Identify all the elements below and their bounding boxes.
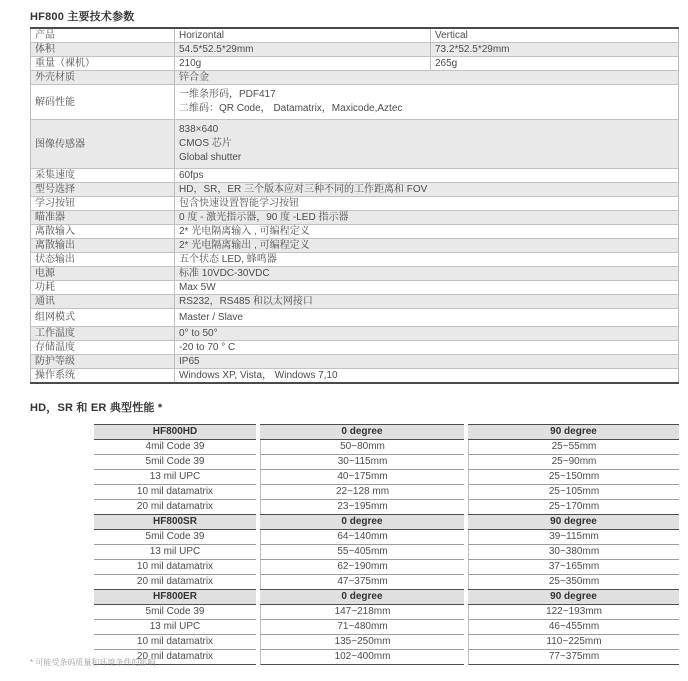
footnote: * 可能受条码质量和环境条件的影响 xyxy=(30,658,156,667)
perf-0deg-cell: 64~140mm xyxy=(260,530,464,545)
perf-90deg-cell: 25~90mm xyxy=(468,455,679,470)
perf-90deg-header: 90 degree xyxy=(468,589,679,605)
perf-0deg-cell: 23~195mm xyxy=(260,500,464,514)
perf-row xyxy=(94,470,679,485)
spec-value: 0° to 50° xyxy=(175,327,679,341)
perf-row xyxy=(94,575,679,589)
perf-0deg-cell: 22~128 mm xyxy=(260,485,464,500)
spec-value-horizontal: Horizontal xyxy=(175,28,431,43)
perf-section-header-row xyxy=(94,589,679,605)
spec-row xyxy=(31,183,679,197)
perf-row xyxy=(94,635,679,650)
spec-row xyxy=(31,28,679,43)
spec-label: 采集速度 xyxy=(31,169,175,183)
perf-code-cell: 13 mil UPC xyxy=(94,545,256,560)
spec-label: 操作系统 xyxy=(31,369,175,384)
spec-row xyxy=(31,57,679,71)
perf-0deg-cell: 40~175mm xyxy=(260,470,464,485)
spec-label: 通讯 xyxy=(31,295,175,309)
perf-90deg-cell: 30~380mm xyxy=(468,545,679,560)
spec-value: RS232，RS485 和以太网接口 xyxy=(175,295,679,309)
spec-label: 产品 xyxy=(31,28,175,43)
spec-row xyxy=(31,239,679,253)
perf-0deg-cell: 62~190mm xyxy=(260,560,464,575)
perf-90deg-cell: 25~105mm xyxy=(468,485,679,500)
spec-label: 解码性能 xyxy=(31,85,175,120)
spec-row xyxy=(31,225,679,239)
spec-label: 重量（裸机） xyxy=(31,57,175,71)
perf-0deg-cell: 30~115mm xyxy=(260,455,464,470)
perf-model-header: HF800HD xyxy=(94,424,256,440)
perf-code-cell: 5mil Code 39 xyxy=(94,455,256,470)
spec-value: 60fps xyxy=(175,169,679,183)
spec-value: -20 to 70 ° C xyxy=(175,341,679,355)
spec-value-vertical: Vertical xyxy=(431,28,679,43)
spec-row xyxy=(31,71,679,85)
spec-row xyxy=(31,369,679,384)
spec-row xyxy=(31,211,679,225)
perf-code-cell: 5mil Code 39 xyxy=(94,530,256,545)
spec-value-line: 二维码：QR Code， Datamatrix，Maxicode,Aztec xyxy=(179,103,403,114)
spec-value: Master / Slave xyxy=(175,309,679,327)
spec-value xyxy=(175,85,679,120)
perf-row xyxy=(94,605,679,620)
perf-model-header: HF800ER xyxy=(94,589,256,605)
spec-value: 包含快速设置智能学习按钮 xyxy=(175,197,679,211)
perf-row xyxy=(94,500,679,514)
spec-value-horizontal: 54.5*52.5*29mm xyxy=(175,43,431,57)
spec-label: 状态输出 xyxy=(31,253,175,267)
perf-section-header-row xyxy=(94,514,679,530)
perf-code-cell: 13 mil UPC xyxy=(94,620,256,635)
perf-code-cell: 10 mil datamatrix xyxy=(94,485,256,500)
spec-label: 离散输出 xyxy=(31,239,175,253)
perf-model-header: HF800SR xyxy=(94,514,256,530)
perf-code-cell: 4mil Code 39 xyxy=(94,440,256,455)
perf-row xyxy=(94,530,679,545)
spec-table xyxy=(30,27,679,384)
spec-label: 功耗 xyxy=(31,281,175,295)
spec-value: 0 度 - 激光指示器，90 度 -LED 指示器 xyxy=(175,211,679,225)
spec-label: 型号选择 xyxy=(31,183,175,197)
spec-table-body xyxy=(31,28,679,383)
perf-0deg-cell: 55~405mm xyxy=(260,545,464,560)
perf-section-header-row xyxy=(94,424,679,440)
perf-table-title: HD，SR 和 ER 典型性能 * xyxy=(30,402,163,414)
spec-value-horizontal: 210g xyxy=(175,57,431,71)
perf-0deg-header: 0 degree xyxy=(260,589,464,605)
perf-90deg-header: 90 degree xyxy=(468,424,679,440)
spec-label: 体积 xyxy=(31,43,175,57)
perf-0deg-cell: 71~480mm xyxy=(260,620,464,635)
spec-row xyxy=(31,43,679,57)
perf-90deg-cell: 122~193mm xyxy=(468,605,679,620)
spec-row xyxy=(31,341,679,355)
spec-label: 外壳材质 xyxy=(31,71,175,85)
spec-value: IP65 xyxy=(175,355,679,369)
spec-value: 锌合金 xyxy=(175,71,679,85)
perf-0deg-cell: 50~80mm xyxy=(260,440,464,455)
perf-90deg-cell: 25~150mm xyxy=(468,470,679,485)
perf-table xyxy=(90,424,683,665)
spec-row xyxy=(31,253,679,267)
spec-value: Max 5W xyxy=(175,281,679,295)
spec-label: 离散输入 xyxy=(31,225,175,239)
spec-row xyxy=(31,197,679,211)
spec-row xyxy=(31,120,679,169)
perf-0deg-header: 0 degree xyxy=(260,424,464,440)
perf-row xyxy=(94,455,679,470)
spec-row xyxy=(31,355,679,369)
perf-row xyxy=(94,485,679,500)
spec-row xyxy=(31,169,679,183)
spec-label: 瞄准器 xyxy=(31,211,175,225)
perf-90deg-cell: 46~455mm xyxy=(468,620,679,635)
perf-90deg-cell: 25~350mm xyxy=(468,575,679,589)
perf-90deg-cell: 25~55mm xyxy=(468,440,679,455)
spec-label: 存储温度 xyxy=(31,341,175,355)
spec-value xyxy=(175,120,679,169)
spec-row xyxy=(31,267,679,281)
spec-value-vertical: 265g xyxy=(431,57,679,71)
spec-value: 2* 光电隔离输出 , 可编程定义 xyxy=(175,239,679,253)
perf-90deg-cell: 39~115mm xyxy=(468,530,679,545)
perf-table-body xyxy=(94,424,679,665)
spec-value: 五个状态 LED, 蜂鸣器 xyxy=(175,253,679,267)
spec-row xyxy=(31,85,679,120)
perf-90deg-cell: 37~165mm xyxy=(468,560,679,575)
perf-0deg-cell: 102~400mm xyxy=(260,650,464,665)
perf-row xyxy=(94,545,679,560)
spec-value-line: 一维条形码，PDF417 xyxy=(179,89,276,100)
spec-table-title: HF800 主要技术参数 xyxy=(30,11,135,23)
perf-0deg-cell: 47~375mm xyxy=(260,575,464,589)
perf-90deg-cell: 25~170mm xyxy=(468,500,679,514)
spec-value: 2* 光电隔离输入 , 可编程定义 xyxy=(175,225,679,239)
perf-row xyxy=(94,560,679,575)
spec-label: 组网模式 xyxy=(31,309,175,327)
spec-row xyxy=(31,309,679,327)
spec-label: 电源 xyxy=(31,267,175,281)
perf-0deg-header: 0 degree xyxy=(260,514,464,530)
perf-code-cell: 20 mil datamatrix xyxy=(94,650,256,665)
perf-code-cell: 13 mil UPC xyxy=(94,470,256,485)
spec-label: 防护等级 xyxy=(31,355,175,369)
perf-row xyxy=(94,440,679,455)
spec-value-line: 838×640 xyxy=(179,124,219,135)
spec-value: HD，SR，ER 三个版本应对三种不同的工作距离和 FOV xyxy=(175,183,679,197)
perf-0deg-cell: 147~218mm xyxy=(260,605,464,620)
perf-90deg-header: 90 degree xyxy=(468,514,679,530)
perf-row xyxy=(94,620,679,635)
perf-code-cell: 5mil Code 39 xyxy=(94,605,256,620)
spec-value: Windows XP, Vista， Windows 7,10 xyxy=(175,369,679,384)
spec-label: 图像传感器 xyxy=(31,120,175,169)
spec-label: 学习按钮 xyxy=(31,197,175,211)
spec-label: 工作温度 xyxy=(31,327,175,341)
perf-code-cell: 10 mil datamatrix xyxy=(94,635,256,650)
perf-code-cell: 20 mil datamatrix xyxy=(136,576,214,587)
perf-90deg-cell: 110~225mm xyxy=(468,635,679,650)
perf-code-cell: 20 mil datamatrix xyxy=(136,501,214,512)
spec-value-line: CMOS 芯片 xyxy=(179,138,232,149)
spec-value-vertical: 73.2*52.5*29mm xyxy=(431,43,679,57)
spec-value: 标准 10VDC-30VDC xyxy=(175,267,679,281)
perf-code-cell: 10 mil datamatrix xyxy=(94,560,256,575)
spec-value-line: Global shutter xyxy=(179,152,242,163)
spec-row xyxy=(31,327,679,341)
spec-row xyxy=(31,295,679,309)
perf-0deg-cell: 135~250mm xyxy=(260,635,464,650)
perf-row xyxy=(94,650,679,665)
perf-90deg-cell: 77~375mm xyxy=(468,650,679,665)
spec-row xyxy=(31,281,679,295)
